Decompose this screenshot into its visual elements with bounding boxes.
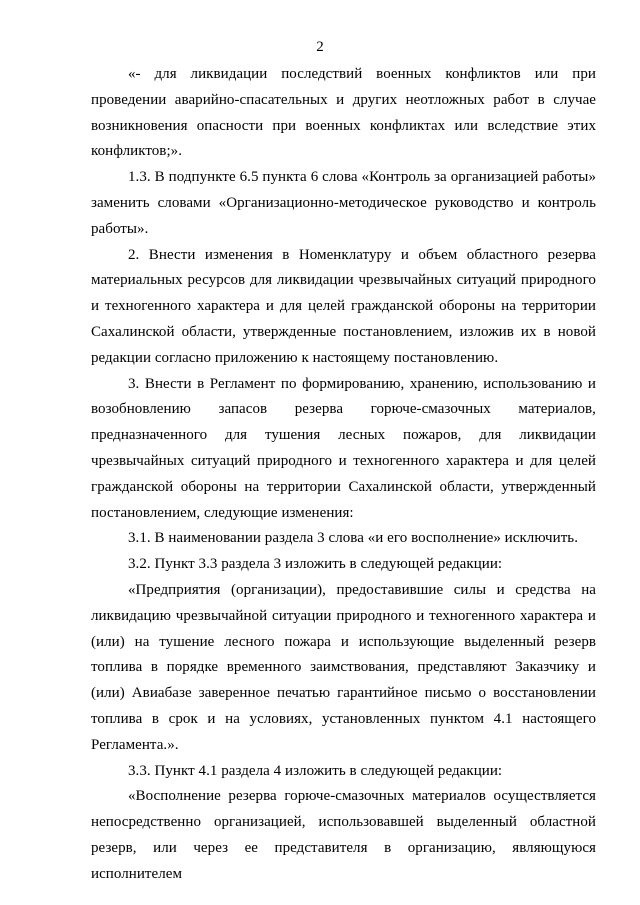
paragraph-3-1: 3.1. В наименовании раздела 3 слова «и его восполнение» исключить. — [128, 530, 578, 547]
paragraph-3-2-quote: «Предприятия (организации), предоставившие силы и средства на ликвидацию чрезвычайной ситуации природного и техногенного характера и (или) на тушение лесного пожара и использующие выделенный резерв топлива в порядке временного заимствования, представляют Заказчику и (или) Авиабазе заверенное печатью гарантийное письмо о восстановлении топлива в срок и на условиях, установленных пунктом 4.1 настоящего Регламента.». — [91, 581, 596, 753]
paragraph-1-3: 1.3. В подпункте 6.5 пункта 6 слова «Контроль за организацией работы» заменить словами «Организационно-методическое руководство и контроль работы». — [91, 169, 596, 237]
paragraph-3-3: 3.3. Пункт 4.1 раздела 4 изложить в следующей редакции: — [128, 762, 503, 779]
paragraph-1: «- для ликвидации последствий военных конфликтов или при проведении аварийно-спасательных и других неотложных работ в случае возникновения опасности при военных конфликтах или вследствие этих конфликтов;». — [91, 66, 596, 160]
paragraph-2: 2. Внести изменения в Номенклатуру и объем областного резерва материальных ресурсов для ликвидации чрезвычайных ситуаций природного и техногенного характера и для целей гражданской обороны на территории Сахалинской области, утвержденные постановлением, изложив их в новой редакции согласно приложению к настоящему постановлению. — [91, 246, 596, 366]
document-body — [91, 62, 596, 888]
paragraph-3-3-quote: «Восполнение резерва горюче-смазочных материалов осуществляется непосредственно организацией, использовавшей выделенный областной резерв, или через ее представителя в организацию, являющуюся исполнителем — [91, 788, 596, 882]
paragraph-3-2: 3.2. Пункт 3.3 раздела 3 изложить в следующей редакции: — [128, 556, 503, 573]
paragraph-3: 3. Внести в Регламент по формированию, хранению, использованию и возобновлению запасов резерва горюче-смазочных материалов, предназначенного для тушения лесных пожаров, для ликвидации чрезвычайных ситуаций природного и техногенного характера и для целей гражданской обороны на территории Сахалинской области, утвержденный постановлением, следующие изменения: — [91, 375, 596, 521]
page-number: 2 — [316, 39, 324, 55]
